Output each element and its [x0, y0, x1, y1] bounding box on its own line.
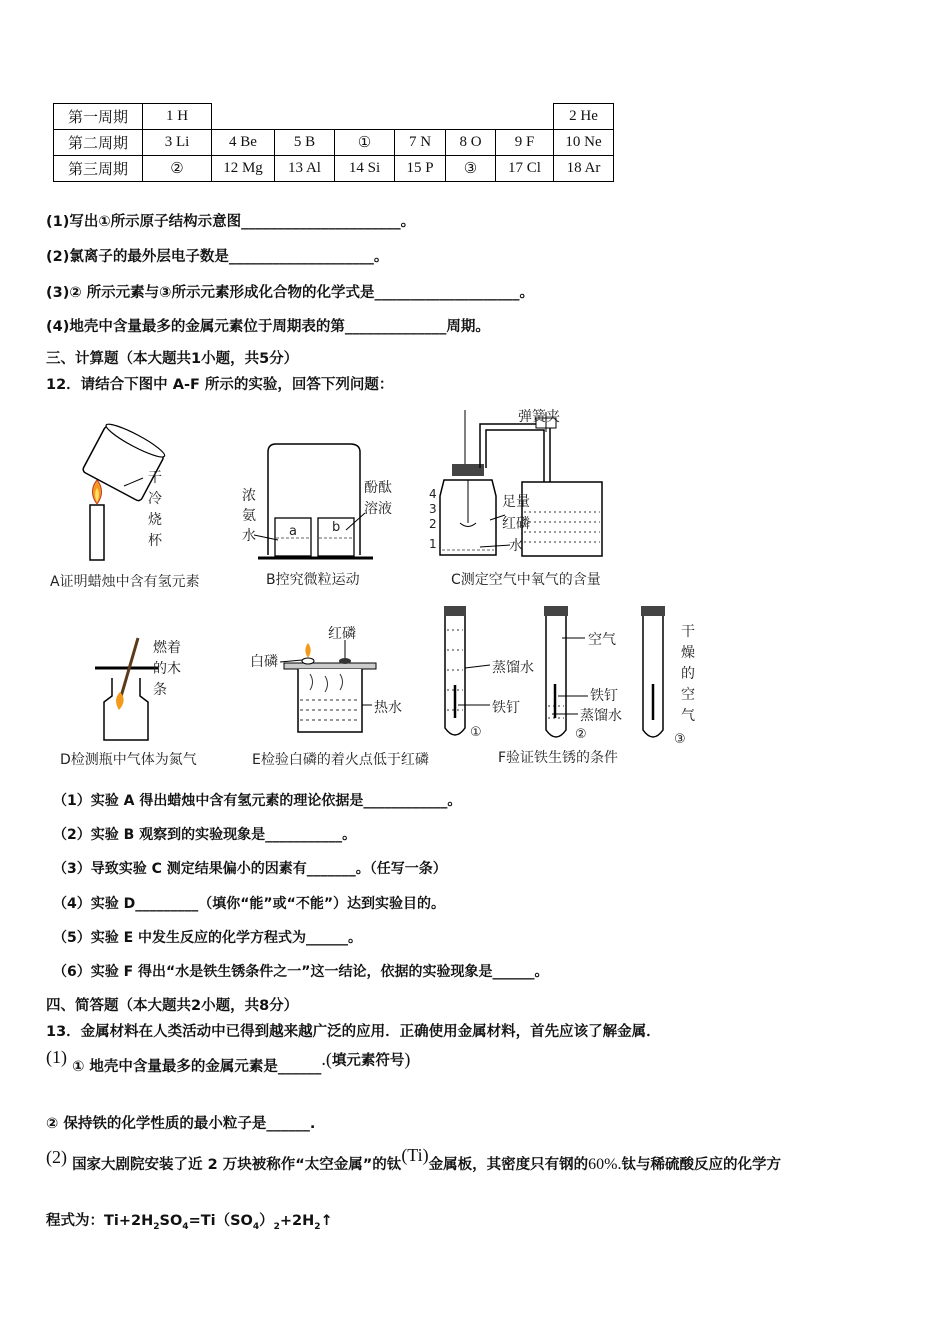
text: Ti+2H	[104, 1213, 154, 1229]
table-cell: 4 Be	[212, 130, 275, 156]
table-cell: 10 Ne	[554, 130, 614, 156]
text: 程式为：	[46, 1213, 104, 1229]
label: 红磷	[328, 626, 356, 642]
text: ）	[259, 1213, 274, 1229]
label: 冷	[148, 491, 162, 507]
table-cell	[446, 104, 496, 130]
table-cell: 18 Ar	[554, 156, 614, 182]
label: 溶液	[364, 501, 392, 517]
caption: F验证铁生锈的条件	[498, 750, 619, 766]
table-cell: ①	[335, 130, 395, 156]
periodic-table	[53, 103, 614, 182]
experiment-e-diagram	[280, 640, 376, 732]
label: 燃着	[153, 640, 181, 656]
q11-part3: (3)② 所示元素与③所示元素形成化合物的化学式是____________________。	[46, 285, 534, 301]
table-cell	[496, 104, 554, 130]
table-cell: 7 N	[395, 130, 446, 156]
q12-sub4: （4）实验 D_________（填你“能”或“不能”）达到实验目的。	[53, 896, 446, 912]
flame-icon	[305, 643, 310, 658]
q11-part4: (4)地壳中含量最多的金属元素位于周期表的第______________周期。	[46, 319, 490, 335]
table-cell: 1 H	[143, 104, 212, 130]
text: 钛与稀硫酸反应的化学方	[621, 1157, 781, 1173]
q13-equation	[46, 1209, 333, 1232]
text: 填元素符号	[331, 1053, 405, 1069]
table-cell: 第二周期	[54, 130, 143, 156]
label: 红磷	[502, 516, 530, 532]
caption: D检测瓶中气体为氮气	[60, 752, 197, 768]
text: +2H	[279, 1213, 315, 1229]
text: 国家大剧院安装了近 2 万块被称作“太空金属”的钛	[72, 1157, 402, 1173]
label: 燥	[681, 645, 695, 661]
text: (Ti)	[401, 1145, 429, 1165]
label: 铁钉	[590, 688, 618, 704]
table-cell: 15 P	[395, 156, 446, 182]
label: 空气	[588, 632, 616, 648]
text: SO	[159, 1213, 183, 1229]
table-cell	[275, 104, 335, 130]
q12-sub5: （5）实验 E 中发生反应的化学方程式为______。	[53, 930, 363, 946]
q13-part2	[46, 1145, 781, 1174]
text: )	[404, 1049, 411, 1069]
caption: E检验白磷的着火点低于红磷	[252, 752, 429, 768]
label: 蒸馏水	[580, 708, 622, 724]
q12-stem: 12．请结合下图中 A-F 所示的实验，回答下列问题：	[46, 377, 394, 393]
table-cell: 9 F	[496, 130, 554, 156]
candle-icon	[90, 505, 104, 560]
experiment-d-diagram	[95, 638, 158, 740]
text: 60%.	[588, 1156, 622, 1173]
text: ① 地壳中含量最多的金属元素是______	[72, 1059, 322, 1075]
label: ①	[470, 725, 482, 740]
text: ↑	[320, 1213, 333, 1229]
section-4-heading: 四、简答题（本大题共2小题，共8分）	[46, 998, 299, 1014]
label: 条	[153, 682, 167, 698]
label: 1	[429, 537, 437, 551]
label: 4	[429, 487, 437, 501]
caption: A证明蜡烛中含有氢元素	[50, 574, 200, 590]
table-cell: 5 B	[275, 130, 335, 156]
label: 酚酞	[364, 480, 392, 496]
label: 2	[429, 517, 437, 531]
subscript: 2	[314, 1221, 321, 1232]
label: 3	[429, 502, 437, 516]
q12-sub2: （2）实验 B 观察到的实验现象是___________。	[53, 827, 357, 843]
label: 干	[148, 470, 162, 486]
label: 空	[681, 687, 695, 703]
table-cell: 17 Cl	[496, 156, 554, 182]
label: 浓	[242, 488, 256, 504]
subscript: 4	[252, 1221, 260, 1232]
q13-part1	[46, 1047, 411, 1076]
experiment-c-diagram	[440, 410, 602, 556]
experiment-figure	[40, 400, 730, 770]
table-cell	[212, 104, 275, 130]
table-cell: 第一周期	[54, 104, 143, 130]
part-number: (2)	[46, 1147, 67, 1167]
q12-sub3: （3）导致实验 C 测定结果偏小的因素有_______。（任写一条）	[53, 861, 447, 877]
q11-part1: (1)写出①所示原子结构示意图______________________。	[46, 214, 416, 230]
label: 水	[242, 528, 256, 544]
label: ③	[674, 732, 686, 747]
table-cell: 14 Si	[335, 156, 395, 182]
label: 白磷	[250, 654, 278, 670]
q12-sub1: （1）实验 A 得出蜡烛中含有氢元素的理论依据是____________。	[53, 793, 462, 809]
table-cell: 12 Mg	[212, 156, 275, 182]
text: .(	[321, 1049, 332, 1069]
table-cell	[335, 104, 395, 130]
subscript: 2	[273, 1221, 280, 1232]
caption: B控究微粒运动	[266, 572, 360, 588]
label: 的木	[153, 661, 181, 677]
label: 氨	[242, 508, 256, 524]
table-row	[54, 130, 614, 156]
label: ②	[575, 727, 587, 742]
table-cell: ③	[446, 156, 496, 182]
q11-part2: (2)氯离子的最外层电子数是____________________。	[46, 249, 389, 265]
label: 热水	[374, 700, 402, 716]
table-cell: 第三周期	[54, 156, 143, 182]
label: 弹簧夹	[518, 409, 560, 425]
label: 水	[509, 538, 523, 554]
label: a	[289, 524, 297, 539]
caption: C测定空气中氧气的含量	[451, 572, 601, 588]
part-number: (1)	[46, 1047, 67, 1067]
label: 铁钉	[492, 700, 520, 716]
subscript: 2	[153, 1221, 160, 1232]
label: 气	[681, 708, 695, 724]
table-cell: 3 Li	[143, 130, 212, 156]
table-row	[54, 104, 614, 130]
table-cell: 8 O	[446, 130, 496, 156]
label: 干	[681, 624, 695, 640]
label: 杯	[148, 533, 162, 549]
label: 的	[681, 666, 695, 682]
experiment-f-diagram	[444, 606, 665, 737]
text: 金属板，其密度只有钢的	[428, 1157, 589, 1173]
section-3-heading: 三、计算题（本大题共1小题，共5分）	[46, 351, 299, 367]
q12-sub6: （6）实验 F 得出“水是铁生锈条件之一”这一结论，依据的实验现象是______。	[53, 964, 549, 980]
table-row	[54, 156, 614, 182]
stopper-icon	[452, 464, 484, 476]
table-cell: ②	[143, 156, 212, 182]
experiment-b-diagram	[254, 444, 373, 558]
table-cell	[395, 104, 446, 130]
label: b	[332, 520, 341, 535]
label: 烧	[148, 512, 162, 528]
experiment-a-diagram	[82, 420, 168, 560]
label: 足量	[502, 494, 530, 510]
subscript: 4	[182, 1221, 189, 1232]
q13-part1-sub2: ② 保持铁的化学性质的最小粒子是______.	[46, 1116, 316, 1132]
q13-stem: 13．金属材料在人类活动中已得到越来越广泛的应用．正确使用金属材料，首先应该了解金属．	[46, 1024, 661, 1040]
text: =Ti（SO	[188, 1213, 253, 1229]
table-cell: 2 He	[554, 104, 614, 130]
table-cell: 13 Al	[275, 156, 335, 182]
label: 蒸馏水	[492, 660, 534, 676]
